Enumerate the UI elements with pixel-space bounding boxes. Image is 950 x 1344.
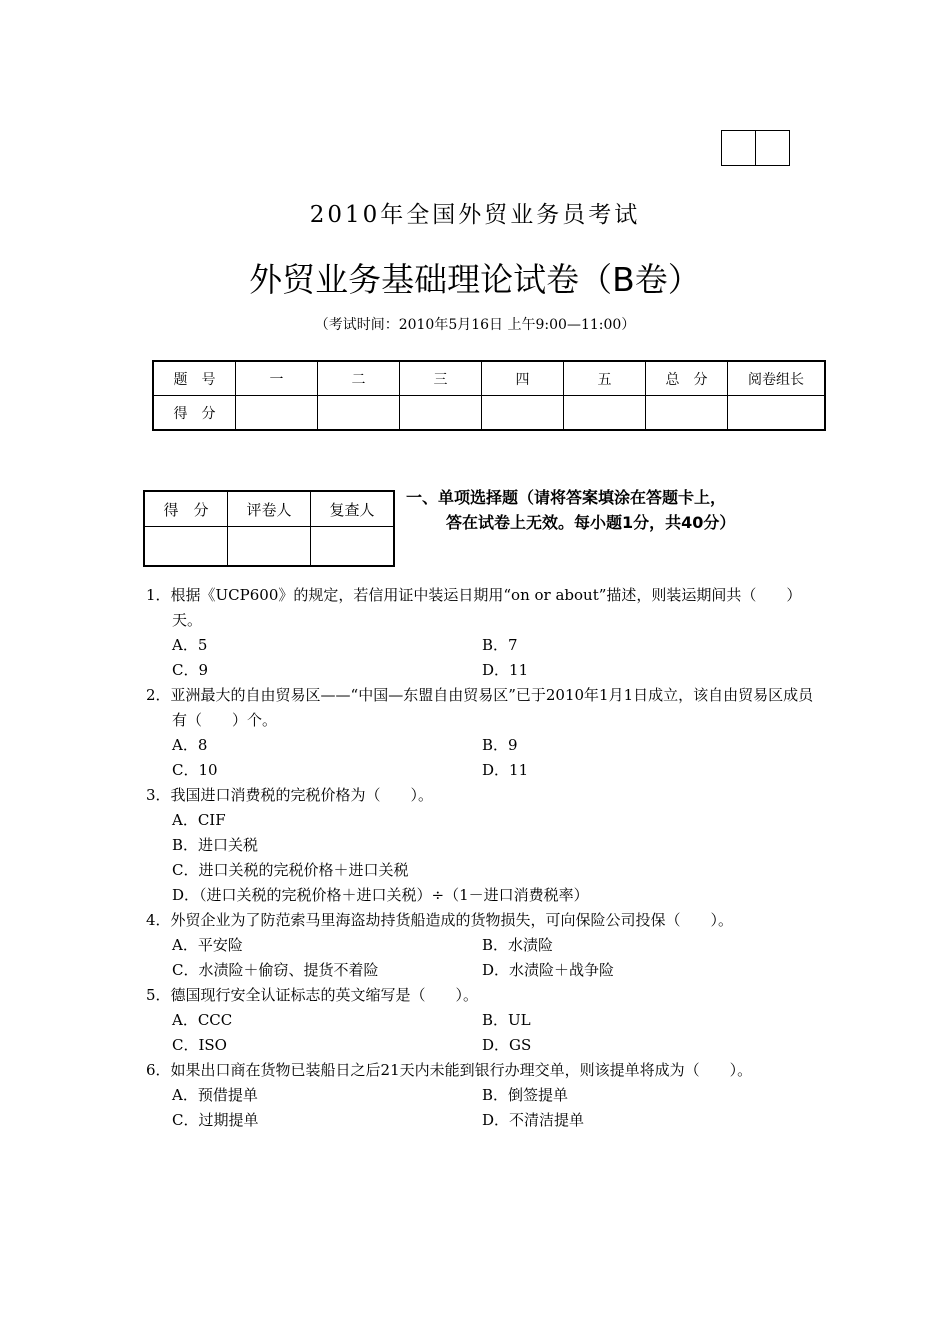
- option: B．UL: [482, 1011, 531, 1029]
- grader-input-cell[interactable]: [144, 527, 228, 567]
- option: D．11: [482, 661, 529, 679]
- question-item: [146, 583, 816, 683]
- question-item: [146, 783, 816, 908]
- score-cell: 总 分: [646, 361, 728, 396]
- question-stem: 3．我国进口消费税的完税价格为（ ）。: [146, 786, 434, 804]
- option: D．不清洁提单: [482, 1111, 585, 1129]
- score-table: [152, 360, 826, 431]
- question-item: [146, 908, 816, 983]
- option: D．GS: [482, 1036, 532, 1054]
- option-group: [146, 808, 816, 908]
- exam-time: （考试时间：2010年5月16日 上午9:00—11:00）: [314, 317, 636, 333]
- option: D．11: [482, 761, 529, 779]
- section-heading-line2: 答在试卷上无效。每小题1分，共40分）: [446, 513, 736, 532]
- option: D．（进口关税的完税价格＋进口关税）÷（1－进口消费税率）: [172, 886, 589, 904]
- question-stem: 5．德国现行安全认证标志的英文缩写是（ ）。: [146, 986, 479, 1004]
- option-group: [146, 933, 816, 983]
- option: A．平安险: [172, 936, 243, 954]
- option: A．CIF: [172, 811, 226, 829]
- option: D．水渍险＋战争险: [482, 961, 615, 979]
- option: C．过期提单: [172, 1111, 259, 1129]
- option: B．进口关税: [172, 836, 259, 854]
- question-stem: 4．外贸企业为了防范索马里海盗劫持货船造成的货物损失，可向保险公司投保（ ）。: [146, 911, 734, 929]
- score-cell: 三: [400, 361, 482, 396]
- score-input-cell[interactable]: [728, 396, 826, 431]
- paper-code-boxes: [722, 130, 790, 166]
- option-group: [146, 1083, 816, 1133]
- section-heading-line1: 一、单项选择题（请将答案填涂在答题卡上，: [406, 488, 727, 507]
- option: A．5: [172, 636, 208, 654]
- score-input-cell[interactable]: [564, 396, 646, 431]
- question-stem: 1．根据《UCP600》的规定，若信用证中装运日期用“on or about”描述，则装运期间共（ ）天。: [146, 586, 802, 629]
- option: A．预借提单: [172, 1086, 258, 1104]
- question-item: [146, 983, 816, 1058]
- option: C．9: [172, 661, 209, 679]
- score-value-row: [153, 396, 825, 431]
- question-item: [146, 1058, 816, 1133]
- question-item: [146, 683, 816, 783]
- option: C．ISO: [172, 1036, 227, 1054]
- grader-cell: 复查人: [311, 491, 395, 527]
- option: C．进口关税的完税价格＋进口关税: [172, 861, 409, 879]
- grader-input-cell[interactable]: [311, 527, 395, 567]
- code-box: [755, 130, 790, 166]
- score-input-cell[interactable]: [646, 396, 728, 431]
- option: B．倒签提单: [482, 1086, 569, 1104]
- option-group: [146, 1008, 816, 1058]
- score-input-cell[interactable]: [318, 396, 400, 431]
- option-group: [146, 633, 816, 683]
- score-input-cell[interactable]: [400, 396, 482, 431]
- option: B．7: [482, 636, 518, 654]
- grader-input-cell[interactable]: [228, 527, 311, 567]
- option: B．水渍险: [482, 936, 554, 954]
- option: A．8: [172, 736, 208, 754]
- option-group: [146, 733, 816, 783]
- score-cell: 四: [482, 361, 564, 396]
- question-stem: 6．如果出口商在货物已装船日之后21天内未能到银行办理交单，则该提单将成为（ ）。: [146, 1061, 753, 1079]
- option: C．10: [172, 761, 218, 779]
- option: B．9: [482, 736, 518, 754]
- score-input-cell[interactable]: [236, 396, 318, 431]
- score-header-row: [153, 361, 825, 396]
- code-box: [721, 130, 756, 166]
- score-cell: 五: [564, 361, 646, 396]
- score-cell: 题 号: [153, 361, 236, 396]
- score-input-cell[interactable]: [482, 396, 564, 431]
- score-cell: 阅卷组长: [728, 361, 826, 396]
- grader-header-row: [144, 491, 394, 527]
- option: A．CCC: [172, 1011, 233, 1029]
- score-cell: 一: [236, 361, 318, 396]
- question-stem: 2．亚洲最大的自由贸易区——“中国—东盟自由贸易区”已于2010年1月1日成立，该自由贸易区成员有（ ）个。: [146, 686, 814, 729]
- score-cell: 得 分: [153, 396, 236, 431]
- score-cell: 二: [318, 361, 400, 396]
- paper-title: 外贸业务基础理论试卷（B卷）: [249, 260, 701, 299]
- grader-cell: 得 分: [144, 491, 228, 527]
- grader-value-row: [144, 527, 394, 567]
- exam-name: 2010年全国外贸业务员考试: [309, 202, 641, 228]
- grader-table: [143, 490, 395, 567]
- grader-cell: 评卷人: [228, 491, 311, 527]
- section-heading: [406, 485, 826, 535]
- option: C．水渍险＋偷窃、提货不着险: [172, 961, 379, 979]
- question-list: [146, 583, 816, 1133]
